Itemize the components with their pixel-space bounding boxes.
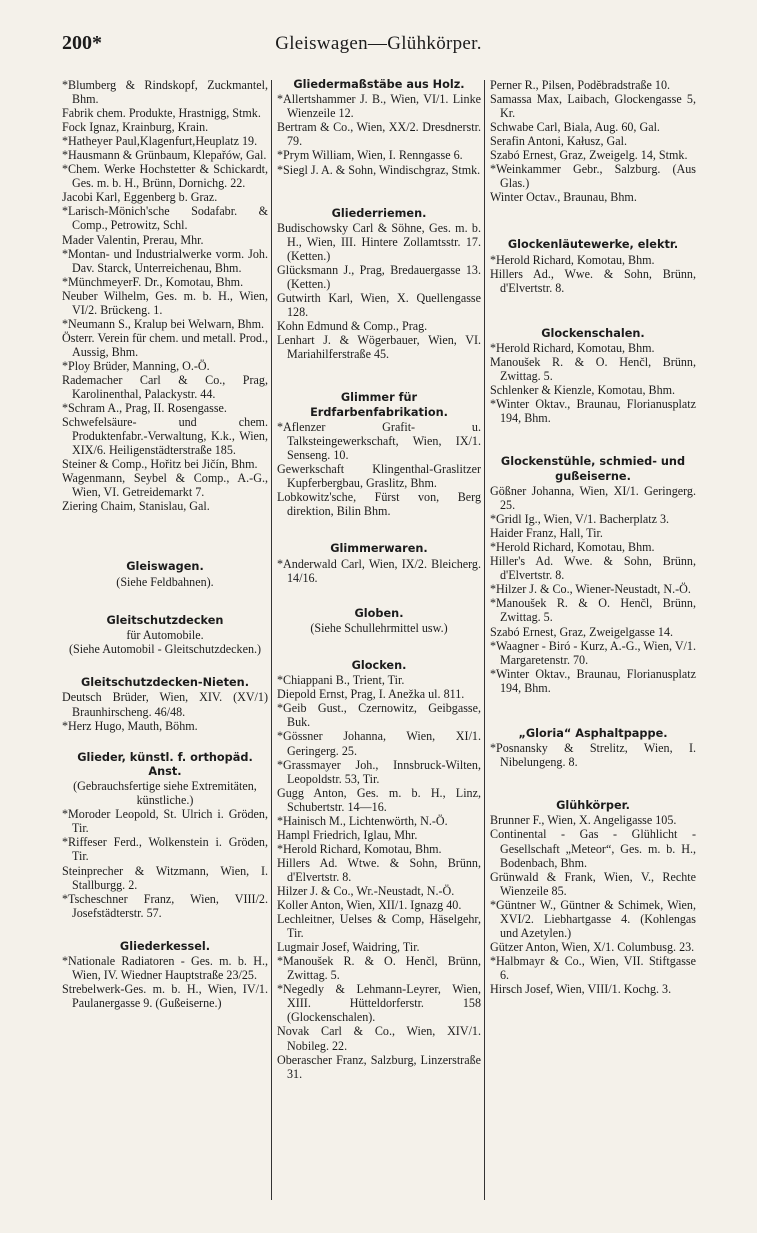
directory-entry: *Hainisch M., Lichtenwörth, N.-Ö. [277,813,448,828]
directory-entry: *Moroder Leopold, St. Ulrich i. Gröden, Tir. [62,807,268,836]
spacer [490,695,696,727]
directory-entry: *Allertshammer J. B., Wien, VI/1. Linke Wienzeile 12. [277,92,481,121]
directory-entry: Österr. Verein für chem. und metall. Prod., Aussig, Bhm. [62,330,268,359]
directory-entry: Szabó Ernest, Graz, Zweigelgasse 14. [490,624,674,639]
directory-entry: *Riffeser Ferd., Wolkenstein i. Gröden, Tir. [62,835,268,864]
directory-entry: *Montan- und Industrialwerke vorm. Joh. Dav. Starck, Unterreichenau, Bhm. [62,246,268,275]
page-number: 200* [62,32,102,54]
section-heading: Glühkörper. [556,799,630,813]
directory-entry: Perner R., Pilsen, Podĕbradstraße 10. [490,78,671,92]
spacer [277,585,481,607]
directory-entry: Lenhart J. & Wögerbauer, Wien, VI. Mariahilferstraße 45. [277,333,481,362]
directory-entry: Strebelwerk-Ges. m. b. H., Wien, IV/1. Paulanergasse 9. (Gußeiserne.) [62,982,268,1011]
directory-entry: *Winter Oktav., Braunau, Florianusplatz 194, Bhm. [490,397,696,426]
section-heading: Glimmerwaren. [330,542,428,556]
section-heading: „Gloria“ Asphaltpappe. [518,726,668,740]
directory-entry: *Herold Richard, Komotau, Bhm. [277,841,442,856]
directory-entry: *Tscheschner Franz, Wien, VIII/2. Josefstädterstr. 57. [62,891,268,920]
directory-entry: *Ploy Brüder, Manning, O.-Ö. [62,358,210,373]
column-2 [277,78,481,1081]
directory-entry: *Grassmayer Joh., Innsbruck-Wilten, Leopoldstr. 53, Tir. [277,757,481,786]
directory-entry: Hampl Friedrich, Iglau, Mhr. [277,827,418,842]
directory-entry: *Chiappani B., Trient, Tir. [277,673,405,688]
directory-entry: Manoušek R. & O. Henčl, Brünn, Zwittag. 5. [490,355,696,384]
directory-entry: Gugg Anton, Ges. m. b. H., Linz, Schubertstr. 14—16. [277,785,481,814]
directory-entry: *Manoušek R. & O. Henčl, Brünn, Zwittag. 5. [490,596,696,625]
section-heading: Gliedermaßstäbe aus Holz. [293,78,465,91]
column-3 [490,78,696,996]
directory-entry: Gößner Johanna, Wien, XI/1. Geringerg. 25. [490,484,696,513]
spacer [490,295,696,327]
directory-entry: Gutwirth Karl, Wien, X. Quellengasse 128. [277,291,481,320]
directory-entry: Winter Octav., Braunau, Bhm. [490,190,637,205]
directory-entry: *Herold Richard, Komotau, Bhm. [490,341,655,356]
directory-entry: Brunner F., Wien, X. Angeligasse 105. [490,813,677,828]
directory-entry: Continental - Gas - Glühlicht - Gesellschaft „Meteor“, Ges. m. b. H., Bodenbach, Bhm. [490,827,696,870]
directory-entry: Serafin Antoni, Kałusz, Gal. [490,134,628,149]
section-heading: Gleitschutzdecken [106,613,224,627]
directory-entry: Glücksmann J., Prag, Bredauergasse 13. (Ketten.) [277,263,481,292]
spacer [277,635,481,659]
section-heading: Gleitschutzdecken-Nieten. [81,676,249,690]
cross-reference-note: (Siehe Automobil - Gleitschutzdecken.) [68,642,262,657]
spacer [490,425,696,455]
directory-entry: Bertram & Co., Wien, XX/2. Dresdnerstr. 79. [277,120,481,149]
directory-entry: Steiner & Comp., Hořitz bei Jičín, Bhm. [62,457,258,472]
directory-entry: Hilzer J. & Co., Wr.-Neustadt, N.-Ö. [277,884,455,898]
directory-entry: *MünchmeyerF. Dr., Komotau, Bhm. [62,274,244,289]
section-heading: Glockenläutewerke, elektr. [507,238,679,252]
directory-entry: *Herz Hugo, Mauth, Böhm. [62,718,198,733]
section-heading: Glocken. [351,659,407,672]
directory-entry: Deutsch Brüder, Wien, XIV. (XV/1) Braunhirscheng. 46/48. [62,690,268,719]
section-heading: Gliederriemen. [331,206,427,220]
directory-entry: Szabó Ernest, Graz, Zweigelg. 14, Stmk. [490,148,688,163]
directory-entry: *Halbmayr & Co., Wien, VII. Stiftgasse 6. [490,953,696,982]
column-1 [62,78,268,1010]
directory-entry: *Larisch-Mönich'sche Sodafabr. & Comp., Petrowitz, Schl. [62,204,268,233]
directory-entry: *Hilzer J. & Co., Wiener-Neustadt, N.-Ö. [490,582,691,597]
spacer [62,513,268,560]
directory-entry: Gützer Anton, Wien, X/1. Columbusg. 23. [490,939,695,954]
directory-entry: *Prym William, Wien, I. Renngasse 6. [277,148,463,163]
directory-entry: Diepold Ernst, Prag, I. Anežka ul. 811. [277,687,465,702]
directory-entry: *Herold Richard, Komotau, Bhm. [490,540,655,555]
cross-reference-note: (Siehe Feldbahnen). [116,574,214,589]
directory-entry: *Schram A., Prag, II. Rosengasse. [62,401,227,416]
directory-entry: Haider Franz, Hall, Tir. [490,526,603,541]
spacer [277,177,481,207]
section-heading: Glockenstühle, schmied- und gußeiserne. [500,455,686,483]
directory-entry: Hillers Ad. Wtwe. & Sohn, Brünn, d'Elvertstr. 8. [277,855,481,884]
directory-entry: *Herold Richard, Komotau, Bhm. [490,252,655,267]
directory-entry: Oberascher Franz, Salzburg, Linzerstraße 31. [277,1052,481,1081]
directory-entry: *Blumberg & Rindskopf, Zuckmantel, Bhm. [62,78,268,107]
directory-entry: *Nationale Radiatoren - Ges. m. b. H., Wien, IV. Wiedner Hauptstraße 23/25. [62,953,268,983]
directory-entry: Lobkowitz'sche, Fürst von, Berg direktion, Bilin Bhm. [277,490,481,519]
directory-entry: Fabrik chem. Produkte, Hrastnigg, Stmk. [62,106,261,121]
directory-entry: *Aflenzer Grafit- u. Talksteingewerkschaft, Wien, IX/1. Senseng. 10. [277,419,481,463]
directory-entry: Schwabe Carl, Biala, Aug. 60, Gal. [490,120,660,135]
directory-entry: Gewerkschaft Klingenthal-Graslitzer Kupferbergbau, Graslitz, Bhm. [277,462,481,491]
column-rule-left [271,80,272,1200]
spacer [62,656,268,676]
cross-reference-note: (Gebrauchsfertige siehe Extremitäten, künstliche.) [73,779,257,808]
directory-entry: Fock Ignaz, Krainburg, Krain. [62,120,209,135]
spacer [62,589,268,614]
directory-entry: *Waagner - Biró - Kurz, A.-G., Wien, V/1. Margaretenstr. 70. [490,638,696,667]
column-rule-right [484,80,485,1200]
directory-entry: Kohn Edmund & Comp., Prag. [277,319,428,334]
directory-entry: *Geib Gust., Czernowitz, Geibgasse, Buk. [277,701,481,730]
directory-entry: *Negedly & Lehmann-Leyrer, Wien, XIII. Hütteldorferstr. 158 (Glockenschalen). [277,982,481,1025]
directory-entry: *Weinkammer Gebr., Salzburg. (Aus Glas.) [490,162,696,191]
cross-reference-note: (Siehe Schullehrmittel usw.) [310,620,448,635]
directory-entry: Novak Carl & Co., Wien, XIV/1. Nobileg. 22. [277,1024,481,1053]
directory-entry: Grünwald & Frank, Wien, V., Rechte Wienzeile 85. [490,869,696,898]
running-head: Gleiswagen—Glühkörper. [275,33,482,54]
section-heading: Glimmer für Erdfarbenfabrikation. [310,391,448,419]
spacer [62,733,268,751]
directory-entry: *Chem. Werke Hochstetter & Schickardt, Ges. m. b. H., Brünn, Dornichg. 22. [62,162,268,191]
spacer [62,920,268,940]
directory-entry: *Gössner Johanna, Wien, XI/1. Geringerg. 25. [277,729,481,758]
section-heading: Gleiswagen. [126,560,204,574]
directory-entry: Koller Anton, Wien, XII/1. Ignazg 40. [277,898,462,913]
directory-entry: Schwefelsäure- und chem. Produktenfabr.-Verwaltung, K.k., Wien, XIX/6. Heiligenstädterstraße 185. [62,415,268,458]
directory-entry: Budischowsky Carl & Söhne, Ges. m. b. H., Wien, III. Hintere Zollamtsstr. 17. (Ketten.) [277,220,481,263]
directory-entry: *Manoušek R. & O. Henčl, Brünn, Zwittag. 5. [277,954,481,983]
directory-entry: Samassa Max, Laibach, Glockengasse 5, Kr. [490,92,696,121]
directory-entry: Jacobi Karl, Eggenberg b. Graz. [62,190,218,205]
directory-entry: *Güntner W., Güntner & Schimek, Wien, XVI/2. Liebhartgasse 4. (Kohlengas und Azetylen.) [490,897,696,940]
spacer [490,769,696,799]
directory-entry: *Anderwald Carl, Wien, IX/2. Bleicherg. 14/16. [277,556,481,585]
directory-entry: Hiller's Ad. Wwe. & Sohn, Brünn, d'Elvertstr. 8. [490,554,696,583]
directory-entry: *Gridl Ig., Wien, V/1. Bacherplatz 3. [490,512,670,527]
spacer [277,361,481,391]
directory-entry: Steinprecher & Witzmann, Wien, I. Stallburgg. 2. [62,863,268,892]
section-heading: Globen. [354,606,404,620]
directory-entry: Lugmair Josef, Waidring, Tir. [277,940,420,955]
directory-entry: Mader Valentin, Prerau, Mhr. [62,232,204,247]
spacer [277,518,481,542]
directory-entry: Hirsch Josef, Wien, VIII/1. Kochg. 3. [490,981,672,996]
directory-entry: Lechleitner, Uelses & Comp, Häselgehr, Tir. [277,912,481,941]
directory-entry: *Neumann S., Kralup bei Welwarn, Bhm. [62,316,265,331]
spacer [490,204,696,238]
directory-entry: Hillers Ad., Wwe. & Sohn, Brünn, d'Elvertstr. 8. [490,266,696,295]
section-heading: Glieder, künstl. f. orthopäd. Anst. [77,750,253,778]
cross-reference-note: für Automobile. [126,628,204,643]
directory-entry: Schlenker & Kienzle, Komotau, Bhm. [490,383,676,398]
directory-entry: Neuber Wilhelm, Ges. m. b. H., Wien, VI/2. Brückeng. 1. [62,288,268,317]
directory-entry: *Hausmann & Grünbaum, Klepařów, Gal. [62,148,267,163]
directory-entry: *Winter Oktav., Braunau, Florianusplatz 194, Bhm. [490,666,696,695]
directory-entry: *Posnansky & Strelitz, Wien, I. Nibelungeng. 8. [490,741,696,770]
section-heading: Glockenschalen. [541,326,645,340]
section-heading: Gliederkessel. [119,939,211,953]
directory-entry: *Siegl J. A. & Sohn, Windischgraz, Stmk. [277,162,481,177]
directory-entry: *Hatheyer Paul,Klagenfurt,Heuplatz 19. [62,134,258,149]
directory-entry: Wagenmann, Seybel & Comp., A.-G., Wien, VI. Getreidemarkt 7. [62,471,268,500]
directory-entry: Rademacher Carl & Co., Prag, Karolinenthal, Palackystr. 44. [62,372,268,402]
directory-entry: Ziering Chaim, Stanislau, Gal. [62,499,210,514]
